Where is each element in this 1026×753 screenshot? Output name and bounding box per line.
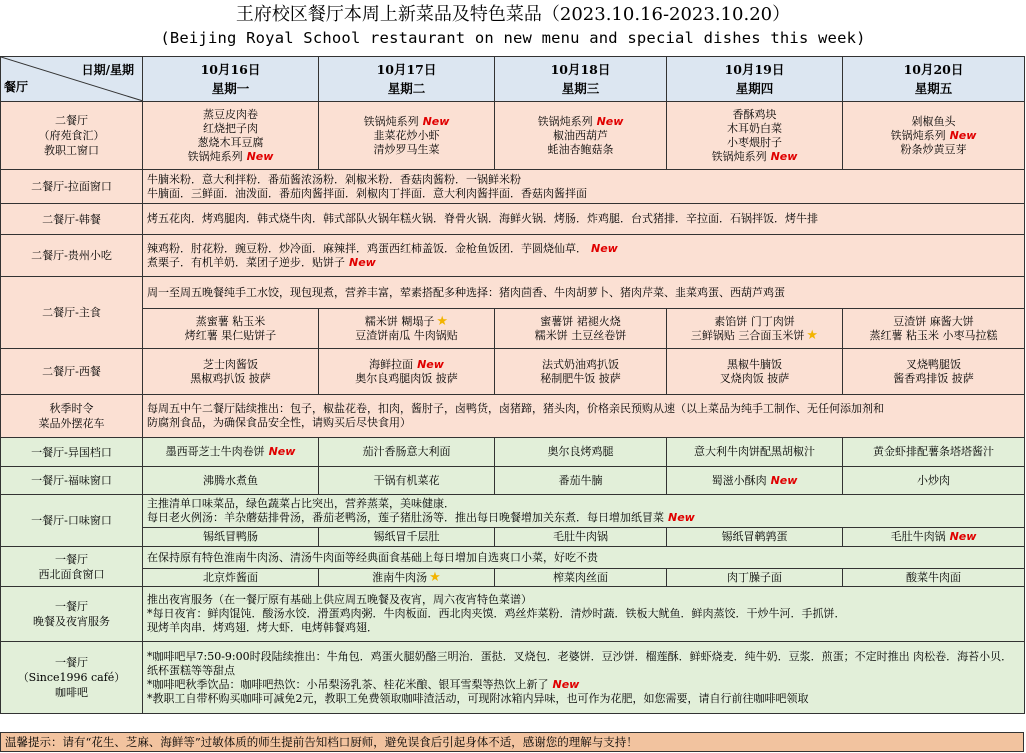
dish: 铁锅炖系列 [363, 114, 419, 128]
menu-cell-mon: 沸腾水煮鱼 [143, 467, 319, 495]
row-dinner-night [1, 587, 1025, 642]
label-line: 秋季时令 [49, 402, 94, 415]
menu-text: 煮栗子．有机羊奶．菜团子逆步．贴饼子 [147, 255, 345, 269]
menu-wide-cell [143, 547, 1025, 569]
new-badge: New [552, 677, 580, 691]
label-line: 教职工窗口 [44, 144, 99, 157]
day-header-mon [143, 57, 319, 102]
dish-line [671, 150, 838, 164]
row-western [1, 349, 1025, 395]
label-line: 二餐厅 [55, 114, 88, 127]
row-label: 一餐厅-福味窗口 [1, 467, 143, 495]
dish: 法式奶油鸡扒饭 [542, 357, 619, 371]
menu-cell-thu [667, 349, 843, 395]
menu-cell-fri [843, 309, 1025, 349]
menu-cell-thu [667, 309, 843, 349]
dish: 烤红薯 果仁贴饼子 [184, 328, 277, 342]
menu-wide-cell [143, 587, 1025, 642]
row-korean [1, 204, 1025, 235]
menu-cell-tue [319, 569, 495, 587]
menu-line: 推出夜宵服务（在一餐厅原有基础上供应周五晚餐及夜宵，周六夜宵特色菜谱） [147, 593, 532, 606]
menu-wide-cell [143, 642, 1025, 714]
menu-text: 辣鸡粉．肘花粉．豌豆粉．炒冷面．麻辣拌．鸡蛋西红柿盖饭．金枪鱼饭团．芋圆烧仙草． [147, 241, 587, 255]
row-label [1, 395, 143, 438]
new-badge: New [949, 530, 977, 543]
page-title [0, 0, 1026, 54]
menu-text: *咖啡吧秋季饮品：咖啡吧热饮：小吊梨汤乳茶、桂花米酿、银耳雪梨等热饮上新了 [147, 677, 549, 691]
weekly-menu-table [0, 56, 1025, 714]
row-label: 二餐厅-贵州小吃 [1, 235, 143, 277]
dish: 韭菜花炒小虾 [373, 128, 440, 142]
label-line: 西北面食窗口 [38, 567, 105, 581]
menu-cell-fri [843, 349, 1025, 395]
menu-cell-fri: 黄金虾排配薯条塔塔酱汁 [843, 438, 1025, 467]
allergy-notice: 温馨提示：请有“花生、芝麻、海鲜等”过敏体质的师生提前告知档口厨师，避免误食后引起身体不适，感谢您的理解与支持！ [0, 732, 1024, 752]
title-chinese: 王府校区餐厅本周上新菜品及特色菜品（2023.10.16-2023.10.20） [235, 4, 791, 25]
menu-line [147, 242, 1020, 256]
row-label [1, 102, 143, 170]
dish-line [499, 115, 662, 129]
menu-wide-cell [143, 395, 1025, 438]
menu-line: 防腐剂食品，为确保食品安全性，请购买后尽快食用） [147, 416, 411, 429]
dish-line [323, 115, 490, 129]
menu-line: 周一至周五晚餐纯手工水饺，现包现煮，营养丰富，荤素搭配多种选择：猪肉茴香、牛肉胡萝卜、猪肉芹菜、韭菜鸡蛋、西葫芦鸡蛋 [147, 285, 785, 299]
menu-cell-thu: 锡纸冒鹌鹑蛋 [667, 528, 843, 547]
row-northwest-intro [1, 547, 1025, 569]
label-line: （府苑食汇） [38, 129, 105, 142]
row-flavor-window-days [1, 528, 1025, 547]
dish: 粉条炒黄豆芽 [900, 142, 967, 156]
label-line: 一餐厅 [55, 656, 88, 669]
menu-line: 牛腩米粉．意大利拌粉．番茄酱浓汤粉．剁椒米粉．香菇肉酱粉．一锅鲜米粉 [147, 172, 521, 186]
dish: 铁锅炖系列 [187, 149, 243, 163]
dish: 小枣煨肘子 [727, 135, 782, 149]
dish: 铁锅炖系列 [711, 149, 767, 163]
dish: 素馅饼 门丁肉饼 [714, 314, 795, 328]
row-flavor-window-intro [1, 495, 1025, 528]
menu-cell-thu [667, 467, 843, 495]
menu-wide-cell [143, 495, 1025, 528]
row-guizhou-snacks [1, 235, 1025, 277]
dish: 芝士肉酱饭 [203, 357, 258, 371]
new-badge: New [770, 473, 798, 487]
day-weekday: 星期五 [914, 81, 953, 96]
day-weekday: 星期四 [735, 81, 774, 96]
label-line: 咖啡吧 [55, 686, 88, 699]
row-staple-days [1, 309, 1025, 349]
row-fuwei-window [1, 467, 1025, 495]
row-label: 二餐厅-主食 [1, 277, 143, 349]
new-badge: New [596, 114, 624, 128]
dish: 墨西哥芝士牛肉卷饼 [165, 445, 265, 458]
menu-line [147, 511, 1020, 525]
row-staff-window [1, 102, 1025, 170]
menu-line: 烤五花肉．烤鸡腿肉．韩式烧牛肉．韩式部队火锅年糕火锅．脊骨火锅．海鲜火锅．烤肠．炸鸡腿．台式猪排．辛拉面．石锅拌饭．烤牛排 [147, 212, 818, 225]
new-badge: New [591, 241, 618, 255]
new-badge: New [422, 114, 450, 128]
menu-line [147, 256, 1020, 270]
dish: 豆渣饼 麻酱大饼 [893, 314, 974, 328]
day-date: 10月16日 [200, 62, 261, 77]
row-label: 二餐厅-西餐 [1, 349, 143, 395]
menu-cell-mon: 北京炸酱面 [143, 569, 319, 587]
menu-cell-fri: 小炒肉 [843, 467, 1025, 495]
menu-cell-fri: 酸菜牛肉面 [843, 569, 1025, 587]
menu-cell-wed [495, 102, 667, 170]
new-badge: New [268, 445, 296, 458]
menu-cell-mon [143, 309, 319, 349]
menu-cell-tue [319, 102, 495, 170]
dish: 蒸蜜薯 粘玉米 [195, 314, 266, 328]
dish: 黑椒牛腩饭 [727, 357, 782, 371]
day-header-tue [319, 57, 495, 102]
menu-wide-cell [143, 235, 1025, 277]
menu-cell-wed: 毛肚牛肉锅 [495, 528, 667, 547]
row-label: 一餐厅-异国档口 [1, 438, 143, 467]
day-header-wed [495, 57, 667, 102]
menu-wide-cell [143, 277, 1025, 309]
menu-cell-thu: 意大利牛肉饼配黑胡椒汁 [667, 438, 843, 467]
menu-cell-wed: 奥尔良烤鸡腿 [495, 438, 667, 467]
dish: 椒油西葫芦 [553, 128, 608, 142]
label-line: 菜品外摆花车 [38, 417, 105, 430]
row-cafe [1, 642, 1025, 714]
star-icon: ★ [429, 569, 441, 585]
dish: 奥尔良鸡腿肉饭 披萨 [355, 371, 458, 385]
row-label [1, 642, 143, 714]
menu-cell-wed [495, 309, 667, 349]
day-date: 10月17日 [376, 62, 437, 77]
dish: 蜀滋小酥肉 [711, 473, 767, 487]
dish: 糯米饼 土豆丝卷饼 [534, 328, 627, 342]
dish-line [847, 129, 1020, 143]
dish: 铁锅炖系列 [537, 114, 593, 128]
menu-cell-mon [143, 438, 319, 467]
title-english: (Beijing Royal School restaurant on new menu and special dishes this week) [160, 29, 866, 47]
menu-cell-fri [843, 528, 1025, 547]
label-line: 一餐厅 [55, 552, 88, 566]
dish: 剁椒鱼头 [911, 114, 956, 128]
menu-cell-fri [843, 102, 1025, 170]
label-line: 晚餐及夜宵服务 [33, 615, 110, 628]
day-header-thu [667, 57, 843, 102]
dish: 蒸豆皮肉卷 [203, 107, 258, 121]
row-label: 一餐厅-口味窗口 [1, 495, 143, 547]
menu-line: *教职工自带杯购买咖啡可减免2元，教职工免费领取咖啡渣活动，可现附冰箱内异味，也可作为花肥，如您需要，请自行前往咖啡吧领取 [147, 691, 809, 705]
new-badge: New [770, 149, 798, 163]
dish: 叉烧肉饭 披萨 [719, 371, 790, 385]
dish: 海鲜拉面 [369, 357, 414, 371]
row-label: 二餐厅-韩餐 [1, 204, 143, 235]
dish: 木耳奶白菜 [727, 121, 782, 135]
row-noodle-window [1, 170, 1025, 204]
dish-line [147, 150, 314, 164]
new-badge: New [417, 357, 444, 371]
menu-line: 牛腩面．三鲜面．油泼面．番茄肉酱拌面．剁椒肉丁拌面．意大利肉酱拌面．香菇肉酱拌面 [147, 186, 587, 200]
dish: 糯米饼 糊塌子 [364, 314, 435, 328]
menu-cell-mon: 锡纸冒鸭肠 [143, 528, 319, 547]
dish: 蜜薯饼 裙褪火烧 [540, 314, 621, 328]
dish: 铁锅炖系列 [890, 128, 946, 142]
menu-cell-mon [143, 349, 319, 395]
row-label [1, 587, 143, 642]
dish-line [323, 358, 490, 372]
dish: 清炒罗马生菜 [373, 142, 440, 156]
menu-line: 现烤羊肉串．烤鸡翅．烤大虾．电烤韩餐鸡翅． [147, 621, 378, 634]
day-weekday: 星期二 [387, 81, 426, 96]
row-seasonal-cart [1, 395, 1025, 438]
menu-cell-tue: 茄汁香肠意大利面 [319, 438, 495, 467]
day-weekday: 星期一 [211, 81, 250, 96]
canteen-label: 餐厅 [4, 80, 29, 94]
corner-header [1, 57, 143, 102]
dish: 三鲜锅贴 三合面玉米饼 [690, 328, 805, 342]
date-week-label: 日期/星期 [81, 63, 134, 77]
day-weekday: 星期三 [561, 81, 600, 96]
dish: 淮南牛肉汤 [372, 570, 428, 584]
row-foreign-stall [1, 438, 1025, 467]
dish: 葱烧木耳豆腐 [197, 135, 264, 149]
star-icon: ★ [806, 327, 819, 343]
menu-cell-tue [319, 309, 495, 349]
new-badge: New [668, 511, 695, 524]
dish: 叉烧鸭腿饭 [906, 357, 961, 371]
menu-wide-cell [143, 170, 1025, 204]
dish-line [323, 315, 490, 329]
day-header-fri [843, 57, 1025, 102]
menu-line: 主推清单口味菜品，绿色蔬菜占比突出，营养蒸菜，美味健康． [147, 497, 455, 510]
header-row [1, 57, 1025, 102]
dish: 酱香鸡排饭 披萨 [893, 371, 974, 385]
menu-cell-thu [667, 102, 843, 170]
menu-cell-tue: 锡纸冒千层肚 [319, 528, 495, 547]
menu-line: 每周五中午二餐厅陆续推出：包子，椒盐花卷，扣肉，酱肘子，卤鸭货，卤猪蹄，猪头肉，价格亲民预购从速（以上菜品为纯手工制作、无任何添加剂和 [147, 402, 884, 415]
menu-line: 在保持原有特色淮南牛肉汤、清汤牛肉面等经典面食基础上每日增加自选爽口小菜，好吃不贵 [147, 550, 598, 564]
label-line: （Since1996 café） [17, 671, 126, 684]
dish: 秘制肥牛饭 披萨 [540, 371, 621, 385]
menu-cell-thu: 肉丁臊子面 [667, 569, 843, 587]
menu-cell-wed: 榨菜肉丝面 [495, 569, 667, 587]
menu-wide-cell [143, 204, 1025, 235]
dish: 蚝油杏鲍菇条 [547, 142, 614, 156]
menu-cell-wed [495, 349, 667, 395]
star-icon: ★ [436, 313, 449, 329]
day-date: 10月20日 [903, 62, 964, 77]
day-date: 10月19日 [724, 62, 785, 77]
row-northwest-days [1, 569, 1025, 587]
menu-line: *每日夜宵：鲜肉馄饨．酸汤水饺．滑蛋鸡肉粥．牛肉板面．西北肉夹馍．鸡丝炸菜粉．清炒时蔬．铁板大鱿鱼．鲜肉蒸饺．干炒牛河．手抓饼． [147, 607, 846, 620]
dish: 毛肚牛肉锅 [890, 530, 946, 543]
menu-line: *咖啡吧早7:50-9:00时段陆续推出：牛角包．鸡蛋火腿奶酪三明治．蛋挞．叉烧包．老婆饼．豆沙饼．榴莲酥．鲜虾烧麦．纯牛奶．豆浆．煎蛋；不定时推出 肉松卷．海苔小贝．纸杯蛋糕等等甜点 [147, 649, 1013, 677]
menu-cell-mon [143, 102, 319, 170]
dish: 香酥鸡块 [732, 107, 777, 121]
dish: 红烧把子肉 [203, 121, 258, 135]
day-date: 10月18日 [550, 62, 611, 77]
label-line: 一餐厅 [55, 600, 88, 613]
row-label [1, 547, 143, 587]
menu-cell-tue: 干锅有机菜花 [319, 467, 495, 495]
menu-line [147, 678, 1020, 692]
row-staple-intro [1, 277, 1025, 309]
menu-cell-wed: 番茄牛腩 [495, 467, 667, 495]
new-badge: New [949, 128, 977, 142]
dish: 豆渣饼南瓜 牛肉锅贴 [355, 328, 458, 342]
menu-cell-tue [319, 349, 495, 395]
new-badge: New [349, 255, 376, 269]
new-badge: New [246, 149, 274, 163]
dish: 黑椒鸡扒饭 披萨 [190, 371, 271, 385]
dish-line [671, 329, 838, 343]
row-label: 二餐厅-拉面窗口 [1, 170, 143, 204]
menu-text: 每日老火例汤：羊杂蘑菇排骨汤，番茄老鸭汤，莲子猪肚汤等．推出每日晚餐增加关东煮．每日增加纸冒菜 [147, 511, 664, 524]
dish: 蒸红薯 粘玉米 小枣马拉糕 [869, 328, 998, 342]
